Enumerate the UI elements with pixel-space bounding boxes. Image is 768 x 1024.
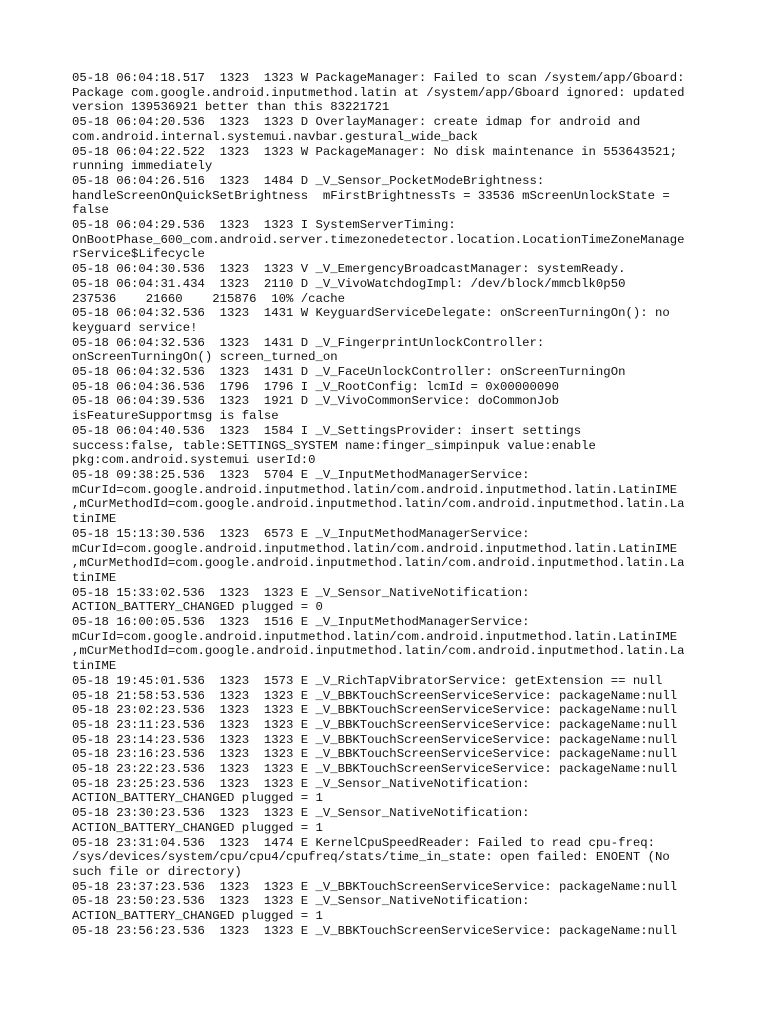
log-line: 05-18 23:14:23.536 1323 1323 E _V_BBKTouchScreenServiceService: packageName:null	[72, 732, 678, 747]
log-line: 05-18 23:30:23.536 1323 1323 E _V_Sensor_NativeNotification:	[72, 806, 530, 821]
log-line: 05-18 19:45:01.536 1323 1573 E _V_RichTapVibratorService: getExtension == null	[72, 673, 663, 688]
log-line: ACTION_BATTERY_CHANGED plugged = 0	[72, 600, 323, 615]
log-line: mCurId=com.google.android.inputmethod.latin/com.android.inputmethod.latin.LatinIME	[72, 541, 678, 556]
log-line: handleScreenOnQuickSetBrightness mFirstBrightnessTs = 33536 mScreenUnlockState =	[72, 188, 670, 203]
log-line: tinIME	[72, 570, 117, 585]
log-line: 05-18 06:04:30.536 1323 1323 V _V_EmergencyBroadcastManager: systemReady.	[72, 262, 626, 277]
log-line: 05-18 23:16:23.536 1323 1323 E _V_BBKTouchScreenServiceService: packageName:null	[72, 747, 678, 762]
log-line: 05-18 06:04:32.536 1323 1431 W KeyguardServiceDelegate: onScreenTurningOn(): no	[72, 306, 670, 321]
log-lines	[72, 71, 712, 938]
log-line: 05-18 06:04:36.536 1796 1796 I _V_RootConfig: lcmId = 0x00000090	[72, 379, 560, 394]
log-line: 05-18 06:04:39.536 1323 1921 D _V_VivoCommonService: doCommonJob	[72, 394, 560, 409]
log-line: 05-18 09:38:25.536 1323 5704 E _V_InputMethodManagerService:	[72, 467, 530, 482]
log-line: 05-18 23:50:23.536 1323 1323 E _V_Sensor_NativeNotification:	[72, 894, 530, 909]
log-line: ACTION_BATTERY_CHANGED plugged = 1	[72, 820, 323, 835]
log-line: 05-18 06:04:40.536 1323 1584 I _V_SettingsProvider: insert settings	[72, 423, 582, 438]
log-line: 05-18 06:04:32.536 1323 1431 D _V_FaceUnlockController: onScreenTurningOn	[72, 365, 626, 380]
log-line: 05-18 21:58:53.536 1323 1323 E _V_BBKTouchScreenServiceService: packageName:null	[72, 688, 678, 703]
log-line: ACTION_BATTERY_CHANGED plugged = 1	[72, 791, 323, 806]
log-line: such file or directory)	[72, 864, 242, 879]
log-line: 05-18 06:04:22.522 1323 1323 W PackageManager: No disk maintenance in 553643521;	[72, 144, 678, 159]
log-document	[72, 71, 712, 938]
log-line: 05-18 06:04:29.536 1323 1323 I SystemServerTiming:	[72, 218, 456, 233]
log-line: ACTION_BATTERY_CHANGED plugged = 1	[72, 909, 323, 924]
log-line: 05-18 15:13:30.536 1323 6573 E _V_InputMethodManagerService:	[72, 526, 530, 541]
log-line: 05-18 23:37:23.536 1323 1323 E _V_BBKTouchScreenServiceService: packageName:null	[72, 879, 678, 894]
log-line: keyguard service!	[72, 320, 198, 335]
log-line: mCurId=com.google.android.inputmethod.latin/com.android.inputmethod.latin.LatinIME	[72, 629, 678, 644]
log-line: 05-18 06:04:32.536 1323 1431 D _V_FingerprintUnlockController:	[72, 335, 545, 350]
log-line: 05-18 06:04:31.434 1323 2110 D _V_VivoWatchdogImpl: /dev/block/mmcblk0p50	[72, 276, 626, 291]
log-line: mCurId=com.google.android.inputmethod.latin/com.android.inputmethod.latin.LatinIME	[72, 482, 678, 497]
log-line: com.android.internal.systemui.navbar.gestural_wide_back	[72, 129, 478, 144]
log-line: OnBootPhase_600_com.android.server.timezonedetector.location.LocationTimeZoneManage	[72, 232, 685, 247]
log-line: onScreenTurningOn() screen_turned_on	[72, 350, 338, 365]
log-line: 05-18 23:22:23.536 1323 1323 E _V_BBKTouchScreenServiceService: packageName:null	[72, 762, 678, 777]
log-line: tinIME	[72, 659, 117, 674]
log-line: 05-18 06:04:18.517 1323 1323 W PackageManager: Failed to scan /system/app/Gboard:	[72, 71, 685, 85]
log-line: 237536 21660 215876 10% /cache	[72, 291, 346, 306]
log-line: 05-18 15:33:02.536 1323 1323 E _V_Sensor_NativeNotification:	[72, 585, 530, 600]
log-line: 05-18 23:02:23.536 1323 1323 E _V_BBKTouchScreenServiceService: packageName:null	[72, 703, 678, 718]
log-line: ,mCurMethodId=com.google.android.inputmethod.latin/com.android.inputmethod.latin.La	[72, 497, 685, 512]
log-line: 05-18 23:25:23.536 1323 1323 E _V_Sensor_NativeNotification:	[72, 776, 530, 791]
log-line: 05-18 23:31:04.536 1323 1474 E KernelCpuSpeedReader: Failed to read cpu-freq:	[72, 835, 655, 850]
log-line: success:false, table:SETTINGS_SYSTEM name:finger_simpinpuk value:enable	[72, 438, 596, 453]
log-line: 05-18 23:11:23.536 1323 1323 E _V_BBKTouchScreenServiceService: packageName:null	[72, 717, 678, 732]
log-line: isFeatureSupportmsg is false	[72, 409, 279, 424]
log-line: running immediately	[72, 159, 213, 174]
log-line: 05-18 16:00:05.536 1323 1516 E _V_InputMethodManagerService:	[72, 615, 530, 630]
log-line: Package com.google.android.inputmethod.latin at /system/app/Gboard ignored: updated	[72, 85, 685, 100]
log-line: 05-18 06:04:20.536 1323 1323 D OverlayManager: create idmap for android and	[72, 115, 641, 130]
log-line: 05-18 06:04:26.516 1323 1484 D _V_Sensor_PocketModeBrightness:	[72, 173, 545, 188]
log-line: ,mCurMethodId=com.google.android.inputmethod.latin/com.android.inputmethod.latin.La	[72, 556, 685, 571]
log-line: 05-18 23:56:23.536 1323 1323 E _V_BBKTouchScreenServiceService: packageName:null	[72, 923, 678, 938]
log-line: version 139536921 better than this 83221721	[72, 100, 390, 115]
log-line: ,mCurMethodId=com.google.android.inputmethod.latin/com.android.inputmethod.latin.La	[72, 644, 685, 659]
log-line: tinIME	[72, 512, 117, 527]
log-line: false	[72, 203, 109, 218]
log-line: rService$Lifecycle	[72, 247, 205, 262]
log-line: /sys/devices/system/cpu/cpu4/cpufreq/stats/time_in_state: open failed: ENOENT (No	[72, 850, 670, 865]
log-line: pkg:com.android.systemui userId:0	[72, 453, 316, 468]
